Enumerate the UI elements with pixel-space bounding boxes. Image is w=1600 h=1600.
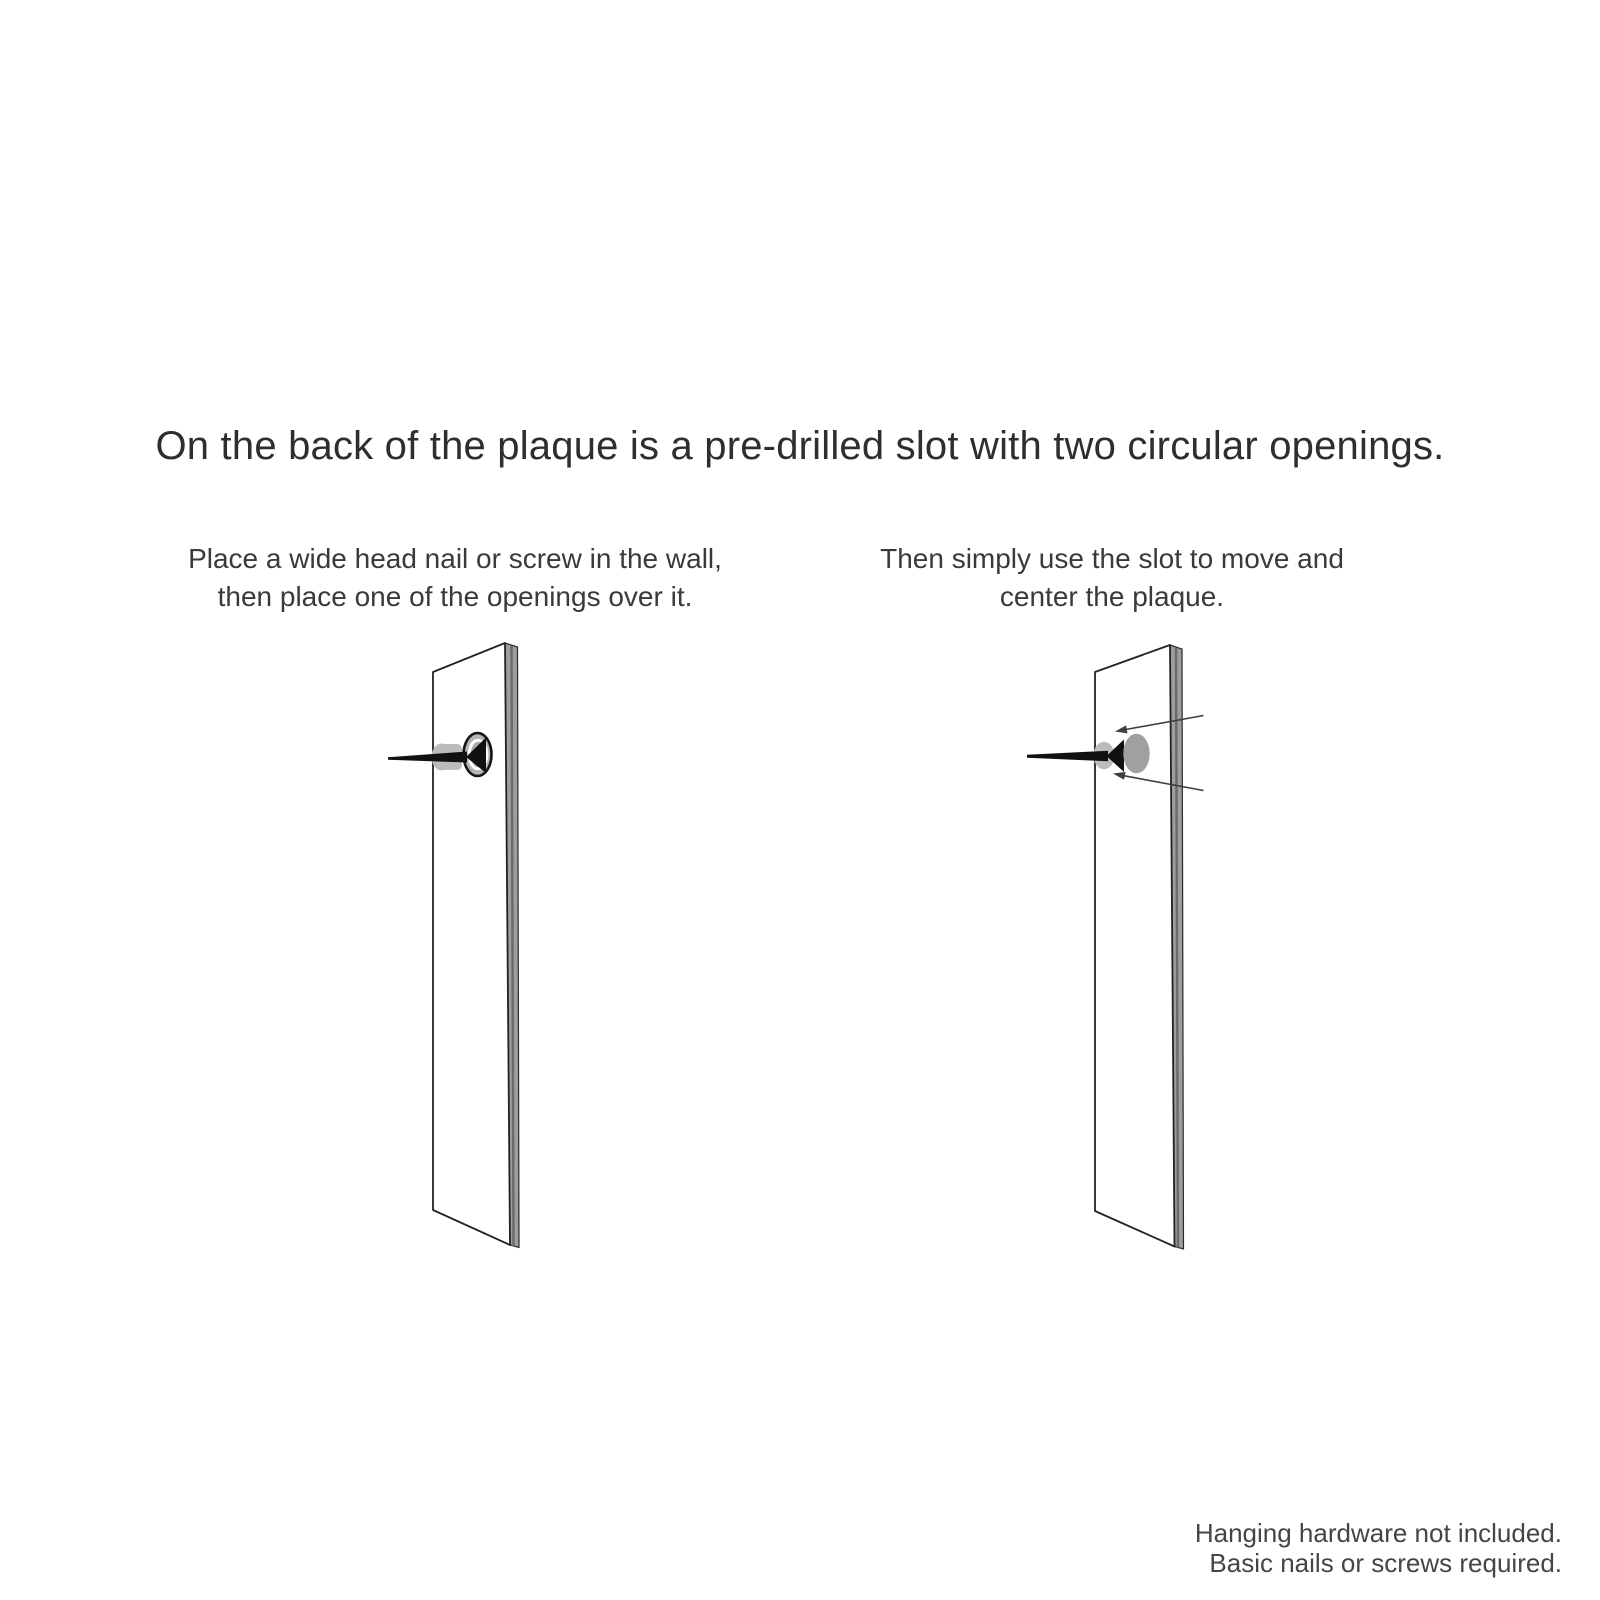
plaque-nail-illustration-left (388, 643, 519, 1248)
nail-head-icon (1123, 734, 1149, 774)
hardware-note-line2: Basic nails or screws required. (1209, 1548, 1562, 1578)
plaque-front (433, 643, 510, 1245)
step1-caption-line1: Place a wide head nail or screw in the wall, (188, 543, 722, 574)
page-title: On the back of the plaque is a pre-drilled slot with two circular openings. (155, 424, 1445, 468)
plaque-nail-illustration-right (1027, 645, 1204, 1249)
hardware-note-line1: Hanging hardware not included. (1194, 1518, 1562, 1548)
step2-caption-line2: center the plaque. (999, 581, 1225, 612)
step1-caption-line2: then place one of the openings over it. (217, 581, 693, 612)
step2-caption-line1: Then simply use the slot to move and (880, 543, 1344, 574)
hardware-note (962, 1518, 1562, 1578)
